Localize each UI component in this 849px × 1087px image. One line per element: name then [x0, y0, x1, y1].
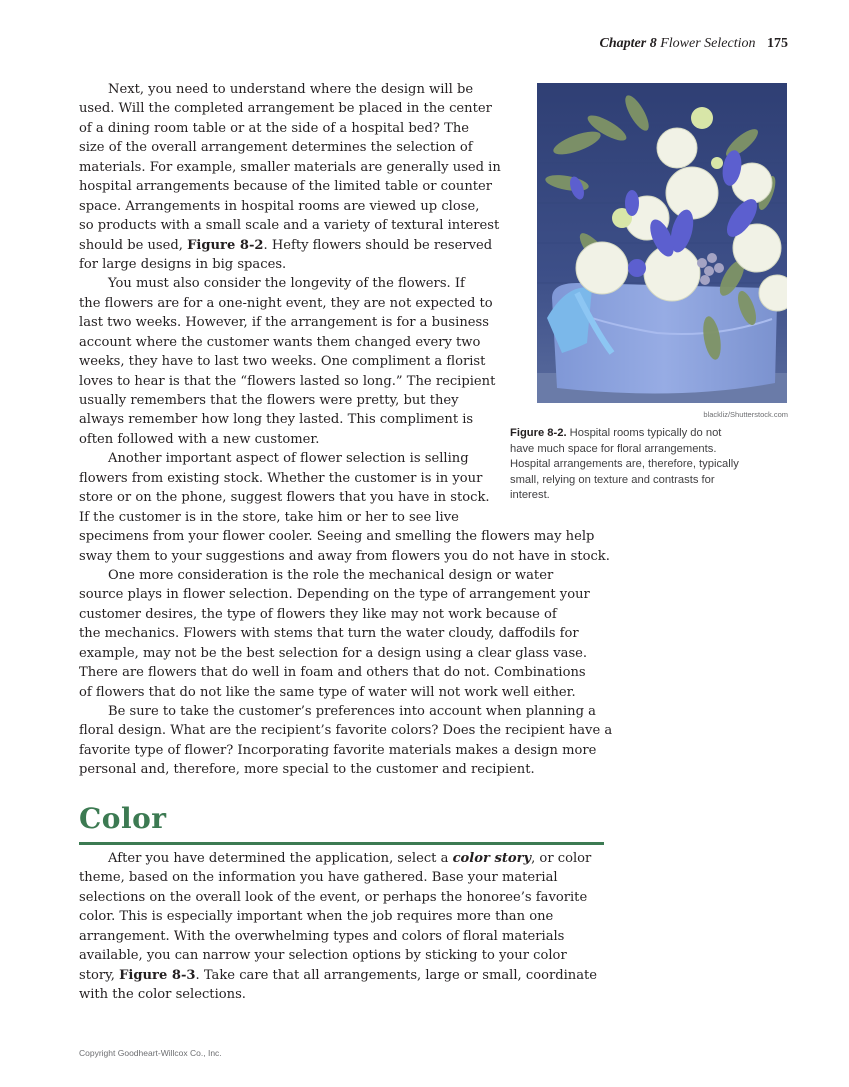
text-segment: available, you can narrow your selection options by sticking to your color [79, 948, 567, 964]
text-segment: often followed with a new customer. [79, 431, 320, 447]
text-line [79, 985, 609, 1004]
text-segment: space. Arrangements in hospital rooms are viewed up close, [79, 198, 480, 214]
text-segment: . Hefty flowers should be reserved [263, 237, 493, 253]
text-line [79, 849, 609, 868]
text-line [79, 80, 609, 99]
text-segment: account where the customer wants them changed every two [79, 334, 481, 350]
caption-line: Hospital rooms typically do not [566, 427, 722, 439]
chapter-title: Flower Selection [660, 36, 756, 51]
text-segment: of flowers that do not like the same type of water will not work well either. [79, 684, 576, 700]
text-segment: materials. For example, smaller materials are generally used in [79, 159, 501, 175]
text-segment: with the color selections. [79, 987, 246, 1003]
color-section-text [79, 849, 609, 1005]
chapter-label: Chapter 8 [599, 36, 657, 51]
text-segment: so products with a small scale and a variety of textural interest [79, 218, 500, 234]
text-line [79, 702, 609, 721]
text-line [79, 236, 609, 255]
caption-line: Hospital arrangements are, therefore, typically [510, 458, 739, 470]
emphasis-text: Figure 8-2 [187, 237, 264, 253]
text-segment: One more consideration is the role the mechanical design or water [108, 567, 554, 583]
text-line [79, 624, 609, 643]
text-segment: Be sure to take the customer’s preferences into account when planning a [108, 704, 596, 719]
text-segment: color. This is especially important when the job requires more than one [79, 909, 554, 925]
text-segment: If the customer is in the store, take him or her to see live [79, 509, 459, 525]
text-segment: floral design. What are the recipient’s favorite colors? Does the recipient have a [79, 723, 613, 739]
text-segment: Next, you need to understand where the design will be [108, 82, 474, 97]
text-line [79, 888, 609, 907]
text-line [79, 138, 609, 157]
text-line [79, 333, 609, 352]
caption-line: interest. [510, 489, 550, 501]
text-segment: , or color [531, 851, 592, 866]
text-segment: selections on the overall look of the event, or perhaps the honoree’s favorite [79, 889, 588, 905]
text-segment: last two weeks. However, if the arrangement is for a business [79, 315, 489, 331]
text-line [79, 255, 609, 274]
text-line [79, 527, 609, 546]
text-line [79, 352, 609, 371]
text-line [79, 566, 609, 585]
caption-line: small, relying on texture and contrasts for [510, 473, 715, 486]
text-line [79, 868, 609, 887]
text-segment: used. Will the completed arrangement be placed in the center [79, 101, 492, 117]
figure-label: Figure 8-2. [510, 427, 567, 439]
text-line [79, 927, 609, 946]
emphasis-text: Figure 8-3 [119, 967, 196, 983]
text-line [79, 99, 609, 118]
text-line [79, 294, 609, 313]
text-line [79, 274, 609, 293]
text-segment: hospital arrangements because of the limited table or counter [79, 179, 493, 195]
text-segment: specimens from your flower cooler. Seeing and smelling the flowers may help [79, 529, 595, 545]
text-segment: . Take care that all arrangements, large or small, coordinate [195, 967, 598, 983]
text-segment: story, [79, 967, 120, 983]
text-line [79, 119, 609, 138]
text-line [79, 966, 609, 985]
text-segment: should be used, [79, 237, 188, 253]
text-segment: theme, based on the information you have gathered. Base your material [79, 870, 558, 886]
copyright-footer: Copyright Goodheart-Willcox Co., Inc. [79, 1048, 222, 1058]
section-divider [79, 842, 604, 845]
text-line [79, 946, 609, 965]
figure-caption [510, 426, 792, 504]
text-line [79, 177, 609, 196]
text-segment: favorite type of flower? Incorporating favorite materials makes a design more [79, 742, 597, 758]
text-segment: size of the overall arrangement determines the selection of [79, 140, 473, 156]
text-segment: source plays in flower selection. Depending on the type of arrangement your [79, 587, 590, 603]
text-line [79, 721, 613, 740]
text-segment: weeks, they have to last two weeks. One compliment a florist [79, 354, 486, 370]
text-segment: example, may not be the best selection for a design using a clear glass vase. [79, 645, 588, 661]
text-line [79, 216, 609, 235]
text-segment: usually remembers that the flowers were pretty, but they [79, 393, 459, 408]
text-line [79, 313, 609, 332]
text-line [79, 547, 609, 566]
text-segment: always remember how long they lasted. This compliment is [79, 412, 474, 428]
text-segment: personal and, therefore, more special to the customer and recipient. [79, 762, 535, 778]
text-segment: the flowers are for a one-night event, they are not expected to [79, 295, 493, 311]
caption-line: have much space for floral arrangements. [510, 442, 717, 455]
page-number: 175 [767, 36, 788, 51]
text-segment: flowers from existing stock. Whether the customer is in your [79, 470, 483, 486]
text-line [79, 741, 609, 760]
section-heading-color: Color [79, 802, 167, 835]
text-segment: store or on the phone, suggest flowers that you have in stock. [79, 490, 490, 506]
text-line [79, 663, 609, 682]
text-line [79, 372, 609, 391]
text-line [79, 158, 609, 177]
photo-credit: blackliz/Shutterstock.com [703, 410, 788, 419]
text-segment: loves to hear is that the “flowers lasted so long.” The recipient [79, 373, 496, 389]
text-segment: sway them to your suggestions and away from flowers you do not have in stock. [79, 548, 610, 564]
text-segment: customer desires, the type of flowers they like may not work because of [79, 606, 557, 622]
text-segment: the mechanics. Flowers with stems that turn the water cloudy, daffodils for [79, 626, 579, 642]
text-line [79, 683, 609, 702]
text-segment: arrangement. With the overwhelming types and colors of floral materials [79, 928, 565, 944]
text-line [79, 391, 609, 410]
text-line [79, 197, 609, 216]
text-line [79, 605, 609, 624]
text-line [79, 508, 609, 527]
text-line [79, 907, 609, 926]
text-segment: After you have determined the application, select a [108, 851, 453, 866]
running-header [600, 36, 788, 52]
text-segment: for large designs in big spaces. [79, 256, 287, 272]
text-segment: Another important aspect of flower selection is selling [108, 451, 469, 467]
figure-8-2-photo [537, 83, 787, 403]
text-segment: You must also consider the longevity of the flowers. If [108, 276, 465, 292]
text-line [79, 760, 609, 779]
text-segment: of a dining room table or at the side of a hospital bed? The [79, 120, 470, 136]
text-segment: There are flowers that do well in foam and others that do not. Combinations [79, 665, 586, 681]
text-line [79, 585, 609, 604]
emphasis-text: color story [452, 851, 532, 866]
text-line [79, 644, 609, 663]
